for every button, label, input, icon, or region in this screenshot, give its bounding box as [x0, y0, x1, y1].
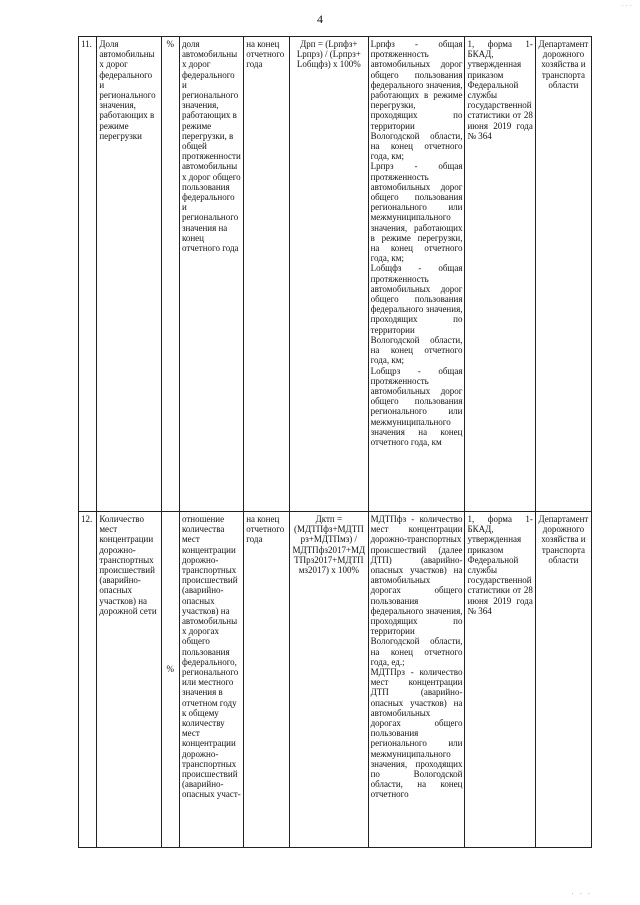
calculation-formula: Дктп = (МДТПфз+МДТПрз+МДТПмз) / МДТПфз2017+МДТПрз2017+МДТПмз2017) x 100% [290, 512, 369, 848]
formula-variables [368, 512, 465, 848]
responsible-body: Департамент дорожного хозяйства и транспорта области [535, 37, 591, 512]
variable-description: Lрпрз - общая протяженность автомобильных дорог общего пользования регионального или межмуниципального значения, работающих в режиме перегрузки, на конец отчетного года, км; [370, 161, 463, 264]
row-number: 12. [79, 512, 97, 848]
unit-of-measure: % [161, 37, 179, 512]
unit-of-measure: % [166, 664, 175, 674]
page-number: 4 [317, 12, 323, 26]
variable-description: Lрпфз - общая протяженность автомобильных дорог общего пользования федерального значения, работающих в режиме перегрузки, проходящих по территории Вологодской области, на конец отчетного года, км; [370, 39, 463, 162]
indicator-name: Доля автомобильных дорог федерального и регионального значения, работающих в режиме перегрузки [97, 37, 161, 512]
variable-description: Lобщрз - общая протяженность автомобильных дорог общего пользования регионального или межмуниципального значения на конец отчетного года, км [370, 365, 463, 447]
formula-variables [368, 37, 465, 512]
unit-of-measure-cell [161, 512, 179, 848]
responsible-body: Департамент дорожного хозяйства и транспорта области [535, 512, 591, 848]
variable-description: МДТПрз - количество мест концентрации ДТП (аварийно-опасных участков) на автомобильных дорогах общего пользования регионального или межмуниципального значения, проходящих по Вологодской области, на конец отчетного [370, 667, 463, 800]
indicators-table [78, 36, 592, 848]
indicator-name: Количество мест концентрации дорожно-транспортных происшествий (аварийно-опасных участков) на дорожной сети [97, 512, 161, 848]
reporting-period: на конец отчетного года [244, 512, 290, 848]
table-row [79, 512, 592, 848]
scan-bottom-mark: · · · [571, 890, 592, 898]
row-number: 11. [79, 37, 97, 512]
calculation-formula: Дрп = (Lрпфз+ Lрпрз) / (Lрпрз+ Lобщфз) x 100% [290, 37, 369, 512]
variable-description: Lобщфз - общая протяженность автомобильных дорог общего пользования федерального значения, проходящих по территории Вологодской области, на конец отчетного года, км; [370, 263, 463, 366]
data-source: 1, форма 1-БКАД, утвержденная приказом Федеральной службы государственной статистики от 28 июня 2019 года № 364 [465, 37, 535, 512]
reporting-period: на конец отчетного года [244, 37, 290, 512]
indicator-definition: отношение количества мест концентрации дорожно-транспортных происшествий (аварийно-опасных участков) на автомобильных дорогах общего пользования федерального, регионального или местного значения в отчетном году к общему количеству мест концентрации дорожно-транспортных происшествий (аварийно-опасных участ- [179, 512, 243, 848]
variable-description: МДТПфз - количество мест концентрации дорожно-транспортных происшествий (далее ДТП) (аварийно-опасных участков) на автомобильных дорогах общего пользования федерального значения, проходящих по территории Вологодской области, на конец отчетного года, ед.; [370, 514, 463, 667]
indicator-definition: доля автомобильных дорог федерального и регионального значения, работающих в режиме перегрузки, в общей протяженности автомобильных дорог общего пользования федерального и регионального значения на конец отчетного года [179, 37, 243, 512]
data-source: 1, форма 1-БКАД, утвержденная приказом Федеральной службы государственной статистики от 28 июня 2019 года № 364 [465, 512, 535, 848]
scan-corner-mark: · · · [621, 2, 632, 10]
table-row [79, 37, 592, 512]
